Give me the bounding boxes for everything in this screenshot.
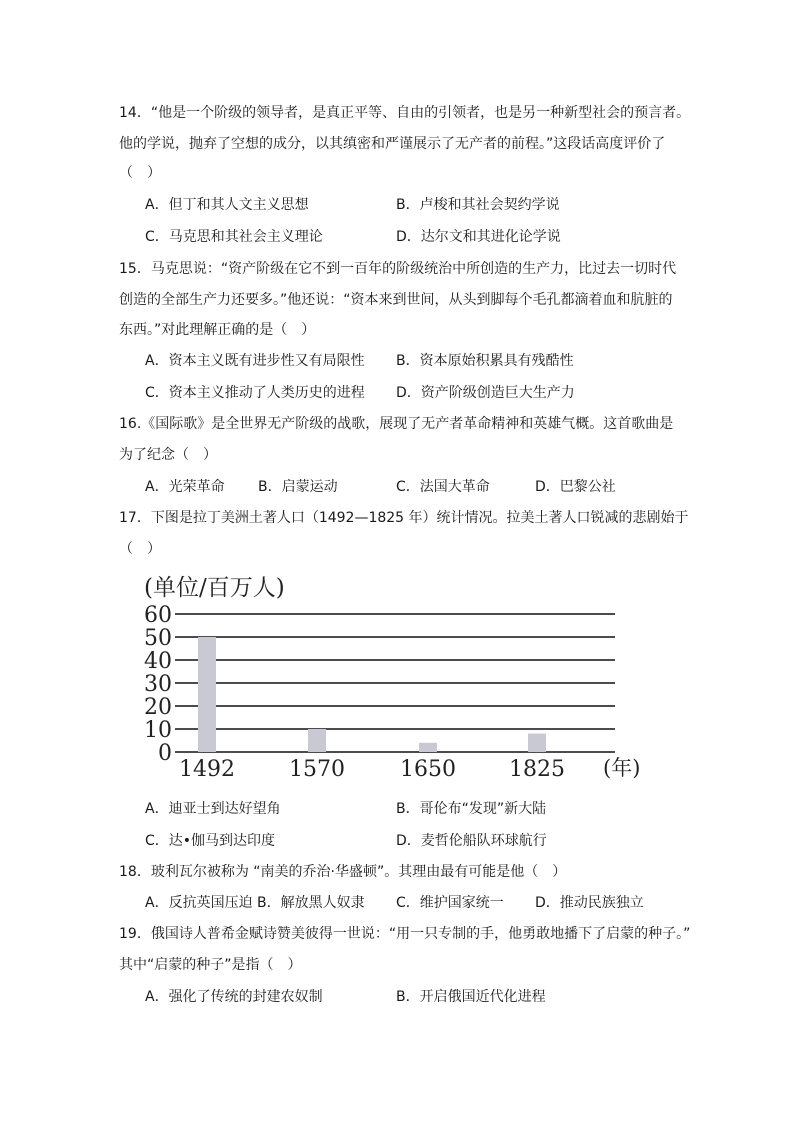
q15-stem-line-2: 创造的全部生产力还要多。”他还说：“资本来到世间，从头到脚每个毛孔都滴着血和肮脏的 <box>119 292 673 308</box>
q18-option-d[interactable]: D．推动民族独立 <box>535 895 644 911</box>
x-tick-label: 1650 <box>400 757 456 782</box>
q17-option-d[interactable]: D．麦哲伦船队环球航行 <box>396 833 547 849</box>
q15-stem-line-1: 15．马克思说：“资产阶级在它不到一百年的阶级统治中所创造的生产力，比过去一切时代 <box>119 261 677 277</box>
q14-stem-line-3: （ ） <box>119 165 161 181</box>
q17-stem-line-2: （ ） <box>119 541 161 557</box>
q16-stem-line-1: 16.《国际歌》是全世界无产阶级的战歌，展现了无产者革命精神和英雄气概。这首歌曲是 <box>119 416 674 432</box>
q16-option-c[interactable]: C．法国大革命 <box>396 479 490 495</box>
q18-option-ab[interactable]: A．反抗英国压迫 B．解放黑人奴隶 <box>145 895 365 911</box>
bar-1570 <box>308 729 326 752</box>
x-tick-label: 1492 <box>179 757 235 782</box>
bar-1825 <box>528 734 546 752</box>
y-tick-label: 30 <box>144 672 172 697</box>
population-bar-chart <box>110 565 670 790</box>
q17-option-b[interactable]: B．哥伦布“发现”新大陆 <box>396 801 547 817</box>
q14-option-c[interactable]: C．马克思和其社会主义理论 <box>145 229 323 245</box>
chart-ylabel: (单位/百万人) <box>144 575 285 601</box>
q15-option-a[interactable]: A．资本主义既有进步性又有局限性 <box>145 353 365 369</box>
q17-option-a[interactable]: A．迪亚士到达好望角 <box>145 801 281 817</box>
q15-option-d[interactable]: D．资产阶级创造巨大生产力 <box>396 385 575 401</box>
q14-option-d[interactable]: D．达尔文和其进化论学说 <box>396 229 561 245</box>
q17-option-c[interactable]: C．达•伽马到达印度 <box>145 833 276 849</box>
y-tick-label: 60 <box>144 603 172 628</box>
y-tick-label: 20 <box>144 695 172 720</box>
bar-1492 <box>198 637 216 752</box>
q16-option-a[interactable]: A．光荣革命 <box>145 479 225 495</box>
q17-stem-line-1: 17．下图是拉丁美洲土著人口（1492—1825 年）统计情况。拉美土著人口锐减的悲剧始于 <box>119 510 689 526</box>
q16-option-d[interactable]: D．巴黎公社 <box>535 479 616 495</box>
x-tick-label: 1570 <box>289 757 345 782</box>
q14-option-a[interactable]: A．但丁和其人文主义思想 <box>145 197 309 213</box>
q15-option-b[interactable]: B．资本原始积累具有残酷性 <box>396 353 574 369</box>
bar-1650 <box>419 743 437 752</box>
q14-stem-line-1: 14．“他是一个阶级的领导者，是真正平等、自由的引领者，也是另一种新型社会的预言者。 <box>119 105 691 121</box>
q14-stem-line-2: 他的学说，抛弃了空想的成分，以其缜密和严谨展示了无产者的前程。”这段话高度评价了 <box>119 136 666 152</box>
q15-option-c[interactable]: C．资本主义推动了人类历史的进程 <box>145 385 365 401</box>
chart-x-unit: (年) <box>603 756 641 780</box>
q19-option-b[interactable]: B．开启俄国近代化进程 <box>396 989 546 1005</box>
q18-stem-line-1: 18．玻利瓦尔被称为 “南美的乔治·华盛顿”。其理由最有可能是他（ ） <box>119 864 567 880</box>
q19-stem-line-2: 其中“启蒙的种子”是指（ ） <box>119 957 302 973</box>
y-tick-label: 10 <box>144 718 172 743</box>
q16-stem-line-2: 为了纪念（ ） <box>119 447 217 463</box>
q19-stem-line-1: 19．俄国诗人普希金赋诗赞美彼得一世说：“用一只专制的手，他勇敢地播下了启蒙的种子。” <box>119 926 691 942</box>
q14-option-b[interactable]: B．卢梭和其社会契约学说 <box>396 197 560 213</box>
y-tick-label: 40 <box>144 649 172 674</box>
q15-stem-line-3: 东西。”对此理解正确的是（ ） <box>119 322 316 338</box>
y-tick-label: 50 <box>144 626 172 651</box>
q16-option-b[interactable]: B．启蒙运动 <box>258 479 338 495</box>
y-tick-label: 0 <box>158 741 172 766</box>
x-tick-label: 1825 <box>509 757 565 782</box>
q18-option-c[interactable]: C．维护国家统一 <box>396 895 504 911</box>
q19-option-a[interactable]: A．强化了传统的封建农奴制 <box>145 989 323 1005</box>
